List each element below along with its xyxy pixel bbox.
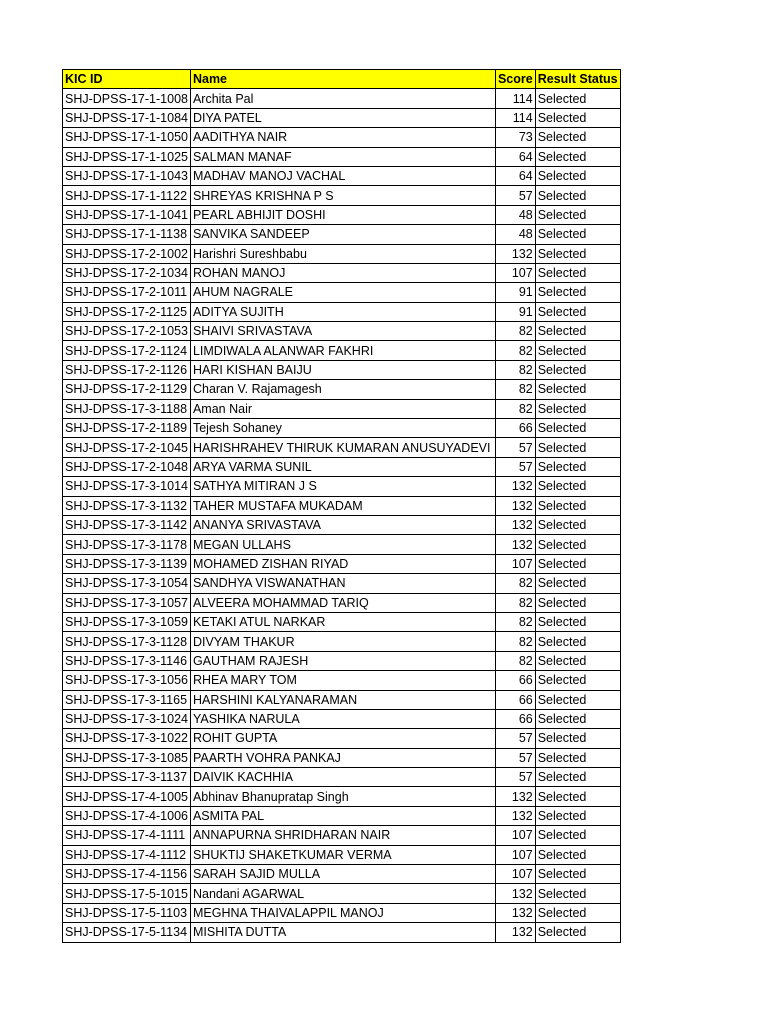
score-cell[interactable]: 132 <box>495 477 535 496</box>
name-cell[interactable]: Aman Nair <box>190 399 495 418</box>
table-body <box>63 89 621 942</box>
score-cell[interactable]: 82 <box>495 632 535 651</box>
table-row <box>63 574 621 593</box>
result-status-cell[interactable]: Selected <box>535 360 620 379</box>
result-status-cell[interactable]: Selected <box>535 477 620 496</box>
name-cell[interactable]: DAIVIK KACHHIA <box>190 768 495 787</box>
name-cell[interactable]: ANANYA SRIVASTAVA <box>190 515 495 534</box>
table-row <box>63 380 621 399</box>
result-status-cell[interactable]: Selected <box>535 419 620 438</box>
result-status-cell[interactable]: Selected <box>535 671 620 690</box>
score-cell[interactable]: 114 <box>495 108 535 127</box>
score-cell[interactable]: 114 <box>495 89 535 108</box>
score-cell[interactable]: 132 <box>495 515 535 534</box>
table-row <box>63 865 621 884</box>
kic-id-cell[interactable]: SHJ-DPSS-17-1-1122 <box>63 186 191 205</box>
result-status-cell[interactable]: Selected <box>535 884 620 903</box>
table-row <box>63 322 621 341</box>
kic-id-cell[interactable]: SHJ-DPSS-17-2-1034 <box>63 263 191 282</box>
table-row <box>63 515 621 534</box>
score-cell[interactable]: 57 <box>495 457 535 476</box>
table-row <box>63 225 621 244</box>
result-status-cell[interactable]: Selected <box>535 632 620 651</box>
table-row <box>63 806 621 825</box>
result-status-cell[interactable]: Selected <box>535 496 620 515</box>
table-row <box>63 477 621 496</box>
table-row <box>63 457 621 476</box>
score-cell[interactable]: 64 <box>495 147 535 166</box>
score-cell[interactable]: 132 <box>495 923 535 942</box>
kic-id-cell[interactable]: SHJ-DPSS-17-2-1124 <box>63 341 191 360</box>
table-row <box>63 903 621 922</box>
kic-id-cell[interactable]: SHJ-DPSS-17-2-1125 <box>63 302 191 321</box>
score-cell[interactable]: 82 <box>495 612 535 631</box>
result-status-cell[interactable]: Selected <box>535 787 620 806</box>
score-cell[interactable]: 82 <box>495 380 535 399</box>
kic-id-cell[interactable]: SHJ-DPSS-17-2-1002 <box>63 244 191 263</box>
score-cell[interactable]: 107 <box>495 865 535 884</box>
kic-id-cell[interactable]: SHJ-DPSS-17-2-1045 <box>63 438 191 457</box>
name-cell[interactable]: HARISHRAHEV THIRUK KUMARAN ANUSUYADEVI <box>190 438 495 457</box>
result-status-cell[interactable]: Selected <box>535 128 620 147</box>
name-cell[interactable]: SARAH SAJID MULLA <box>190 865 495 884</box>
kic-id-cell[interactable]: SHJ-DPSS-17-3-1178 <box>63 535 191 554</box>
kic-id-cell[interactable]: SHJ-DPSS-17-2-1048 <box>63 457 191 476</box>
table-row <box>63 244 621 263</box>
result-status-cell[interactable]: Selected <box>535 457 620 476</box>
table-row <box>63 554 621 573</box>
score-cell[interactable]: 107 <box>495 845 535 864</box>
kic-id-cell[interactable]: SHJ-DPSS-17-3-1014 <box>63 477 191 496</box>
score-cell[interactable]: 132 <box>495 535 535 554</box>
kic-id-cell[interactable]: SHJ-DPSS-17-3-1128 <box>63 632 191 651</box>
header-row <box>63 70 621 89</box>
table-row <box>63 302 621 321</box>
result-status-cell[interactable]: Selected <box>535 574 620 593</box>
table-row <box>63 438 621 457</box>
score-cell[interactable]: 48 <box>495 225 535 244</box>
score-cell[interactable]: 57 <box>495 729 535 748</box>
score-cell[interactable]: 82 <box>495 360 535 379</box>
header-name[interactable]: Name <box>190 70 495 89</box>
kic-id-cell[interactable]: SHJ-DPSS-17-3-1139 <box>63 554 191 573</box>
table-row <box>63 263 621 282</box>
kic-id-cell[interactable]: SHJ-DPSS-17-3-1056 <box>63 671 191 690</box>
result-status-cell[interactable]: Selected <box>535 341 620 360</box>
table-row <box>63 690 621 709</box>
name-cell[interactable]: GAUTHAM RAJESH <box>190 651 495 670</box>
name-cell[interactable]: MEGAN ULLAHS <box>190 535 495 554</box>
score-cell[interactable]: 91 <box>495 302 535 321</box>
name-cell[interactable]: SANVIKA SANDEEP <box>190 225 495 244</box>
kic-id-cell[interactable]: SHJ-DPSS-17-4-1006 <box>63 806 191 825</box>
table-row <box>63 89 621 108</box>
table-row <box>63 593 621 612</box>
kic-id-cell[interactable]: SHJ-DPSS-17-3-1057 <box>63 593 191 612</box>
score-cell[interactable]: 132 <box>495 496 535 515</box>
table-row <box>63 186 621 205</box>
header-kic-id[interactable]: KIC ID <box>63 70 191 89</box>
result-status-cell[interactable]: Selected <box>535 186 620 205</box>
table-row <box>63 283 621 302</box>
header-score[interactable]: Score <box>495 70 535 89</box>
kic-id-cell[interactable]: SHJ-DPSS-17-5-1103 <box>63 903 191 922</box>
kic-id-cell[interactable]: SHJ-DPSS-17-1-1008 <box>63 89 191 108</box>
kic-id-cell[interactable]: SHJ-DPSS-17-2-1053 <box>63 322 191 341</box>
name-cell[interactable]: PEARL ABHIJIT DOSHI <box>190 205 495 224</box>
table-row <box>63 108 621 127</box>
table-row <box>63 399 621 418</box>
result-status-cell[interactable]: Selected <box>535 768 620 787</box>
result-status-cell[interactable]: Selected <box>535 283 620 302</box>
score-cell[interactable]: 66 <box>495 671 535 690</box>
name-cell[interactable]: SHAIVI SRIVASTAVA <box>190 322 495 341</box>
score-cell[interactable]: 82 <box>495 574 535 593</box>
kic-id-cell[interactable]: SHJ-DPSS-17-2-1126 <box>63 360 191 379</box>
name-cell[interactable]: Harishri Sureshbabu <box>190 244 495 263</box>
kic-id-cell[interactable]: SHJ-DPSS-17-1-1084 <box>63 108 191 127</box>
score-cell[interactable]: 57 <box>495 748 535 767</box>
name-cell[interactable]: RHEA MARY TOM <box>190 671 495 690</box>
table-row <box>63 748 621 767</box>
score-cell[interactable]: 107 <box>495 554 535 573</box>
name-cell[interactable]: ALVEERA MOHAMMAD TARIQ <box>190 593 495 612</box>
result-status-cell[interactable]: Selected <box>535 147 620 166</box>
name-cell[interactable]: KETAKI ATUL NARKAR <box>190 612 495 631</box>
name-cell[interactable]: MOHAMED ZISHAN RIYAD <box>190 554 495 573</box>
score-cell[interactable]: 132 <box>495 787 535 806</box>
name-cell[interactable]: AHUM NAGRALE <box>190 283 495 302</box>
name-cell[interactable]: ANNAPURNA SHRIDHARAN NAIR <box>190 826 495 845</box>
kic-id-cell[interactable]: SHJ-DPSS-17-3-1137 <box>63 768 191 787</box>
score-cell[interactable]: 82 <box>495 651 535 670</box>
table-row <box>63 205 621 224</box>
score-cell[interactable]: 107 <box>495 826 535 845</box>
kic-id-cell[interactable]: SHJ-DPSS-17-5-1015 <box>63 884 191 903</box>
kic-id-cell[interactable]: SHJ-DPSS-17-2-1011 <box>63 283 191 302</box>
score-cell[interactable]: 132 <box>495 806 535 825</box>
name-cell[interactable]: SATHYA MITIRAN J S <box>190 477 495 496</box>
result-status-cell[interactable]: Selected <box>535 748 620 767</box>
table-row <box>63 341 621 360</box>
name-cell[interactable]: Tejesh Sohaney <box>190 419 495 438</box>
result-status-cell[interactable]: Selected <box>535 438 620 457</box>
table-row <box>63 768 621 787</box>
name-cell[interactable]: PAARTH VOHRA PANKAJ <box>190 748 495 767</box>
score-cell[interactable]: 66 <box>495 690 535 709</box>
result-status-cell[interactable]: Selected <box>535 515 620 534</box>
result-status-cell[interactable]: Selected <box>535 612 620 631</box>
name-cell[interactable]: HARSHINI KALYANARAMAN <box>190 690 495 709</box>
score-cell[interactable]: 107 <box>495 263 535 282</box>
header-result-status[interactable]: Result Status <box>535 70 620 89</box>
score-cell[interactable]: 132 <box>495 903 535 922</box>
result-status-cell[interactable]: Selected <box>535 845 620 864</box>
table-row <box>63 496 621 515</box>
name-cell[interactable]: MEGHNA THAIVALAPPIL MANOJ <box>190 903 495 922</box>
result-status-cell[interactable]: Selected <box>535 923 620 942</box>
kic-id-cell[interactable]: SHJ-DPSS-17-3-1059 <box>63 612 191 631</box>
kic-id-cell[interactable]: SHJ-DPSS-17-3-1022 <box>63 729 191 748</box>
result-status-cell[interactable]: Selected <box>535 729 620 748</box>
name-cell[interactable]: AADITHYA NAIR <box>190 128 495 147</box>
result-status-cell[interactable]: Selected <box>535 865 620 884</box>
table-row <box>63 845 621 864</box>
result-status-cell[interactable]: Selected <box>535 225 620 244</box>
kic-id-cell[interactable]: SHJ-DPSS-17-1-1043 <box>63 166 191 185</box>
score-cell[interactable]: 132 <box>495 244 535 263</box>
score-cell[interactable]: 73 <box>495 128 535 147</box>
table-row <box>63 884 621 903</box>
kic-id-cell[interactable]: SHJ-DPSS-17-3-1142 <box>63 515 191 534</box>
score-cell[interactable]: 57 <box>495 186 535 205</box>
name-cell[interactable]: MISHITA DUTTA <box>190 923 495 942</box>
result-status-cell[interactable]: Selected <box>535 535 620 554</box>
name-cell[interactable]: YASHIKA NARULA <box>190 709 495 728</box>
name-cell[interactable]: ARYA VARMA SUNIL <box>190 457 495 476</box>
score-cell[interactable]: 48 <box>495 205 535 224</box>
name-cell[interactable]: ADITYA SUJITH <box>190 302 495 321</box>
result-status-cell[interactable]: Selected <box>535 806 620 825</box>
kic-id-cell[interactable]: SHJ-DPSS-17-1-1025 <box>63 147 191 166</box>
kic-id-cell[interactable]: SHJ-DPSS-17-3-1024 <box>63 709 191 728</box>
kic-id-cell[interactable]: SHJ-DPSS-17-3-1146 <box>63 651 191 670</box>
result-status-cell[interactable]: Selected <box>535 89 620 108</box>
score-cell[interactable]: 57 <box>495 768 535 787</box>
score-cell[interactable]: 57 <box>495 438 535 457</box>
kic-id-cell[interactable]: SHJ-DPSS-17-1-1138 <box>63 225 191 244</box>
result-status-cell[interactable]: Selected <box>535 322 620 341</box>
table-row <box>63 419 621 438</box>
kic-id-cell[interactable]: SHJ-DPSS-17-3-1188 <box>63 399 191 418</box>
table-row <box>63 632 621 651</box>
result-status-cell[interactable]: Selected <box>535 205 620 224</box>
name-cell[interactable]: Charan V. Rajamagesh <box>190 380 495 399</box>
score-cell[interactable]: 64 <box>495 166 535 185</box>
score-cell[interactable]: 82 <box>495 341 535 360</box>
name-cell[interactable]: SALMAN MANAF <box>190 147 495 166</box>
result-status-cell[interactable]: Selected <box>535 593 620 612</box>
name-cell[interactable]: SHUKTIJ SHAKETKUMAR VERMA <box>190 845 495 864</box>
table-row <box>63 709 621 728</box>
score-cell[interactable]: 66 <box>495 419 535 438</box>
name-cell[interactable]: MADHAV MANOJ VACHAL <box>190 166 495 185</box>
result-status-cell[interactable]: Selected <box>535 166 620 185</box>
name-cell[interactable]: DIYA PATEL <box>190 108 495 127</box>
name-cell[interactable]: TAHER MUSTAFA MUKADAM <box>190 496 495 515</box>
score-cell[interactable]: 66 <box>495 709 535 728</box>
kic-id-cell[interactable]: SHJ-DPSS-17-2-1129 <box>63 380 191 399</box>
result-status-cell[interactable]: Selected <box>535 690 620 709</box>
result-status-cell[interactable]: Selected <box>535 709 620 728</box>
score-cell[interactable]: 91 <box>495 283 535 302</box>
score-cell[interactable]: 82 <box>495 322 535 341</box>
table-row <box>63 535 621 554</box>
result-status-cell[interactable]: Selected <box>535 651 620 670</box>
name-cell[interactable]: ROHIT GUPTA <box>190 729 495 748</box>
name-cell[interactable]: SANDHYA VISWANATHAN <box>190 574 495 593</box>
name-cell[interactable]: ASMITA PAL <box>190 806 495 825</box>
table-row <box>63 729 621 748</box>
result-status-cell[interactable]: Selected <box>535 108 620 127</box>
table-row <box>63 671 621 690</box>
kic-id-cell[interactable]: SHJ-DPSS-17-3-1165 <box>63 690 191 709</box>
table-row <box>63 787 621 806</box>
kic-id-cell[interactable]: SHJ-DPSS-17-3-1054 <box>63 574 191 593</box>
result-status-cell[interactable]: Selected <box>535 380 620 399</box>
result-status-cell[interactable]: Selected <box>535 263 620 282</box>
result-status-cell[interactable]: Selected <box>535 399 620 418</box>
kic-id-cell[interactable]: SHJ-DPSS-17-4-1111 <box>63 826 191 845</box>
kic-id-cell[interactable]: SHJ-DPSS-17-5-1134 <box>63 923 191 942</box>
table-row <box>63 826 621 845</box>
name-cell[interactable]: Abhinav Bhanupratap Singh <box>190 787 495 806</box>
name-cell[interactable]: Nandani AGARWAL <box>190 884 495 903</box>
name-cell[interactable]: DIVYAM THAKUR <box>190 632 495 651</box>
table-row <box>63 166 621 185</box>
kic-id-cell[interactable]: SHJ-DPSS-17-3-1132 <box>63 496 191 515</box>
result-status-cell[interactable]: Selected <box>535 302 620 321</box>
results-table <box>62 69 621 943</box>
name-cell[interactable]: HARI KISHAN BAIJU <box>190 360 495 379</box>
kic-id-cell[interactable]: SHJ-DPSS-17-4-1112 <box>63 845 191 864</box>
kic-id-cell[interactable]: SHJ-DPSS-17-4-1156 <box>63 865 191 884</box>
table-row <box>63 360 621 379</box>
table-row <box>63 147 621 166</box>
table-row <box>63 923 621 942</box>
table-row <box>63 612 621 631</box>
kic-id-cell[interactable]: SHJ-DPSS-17-1-1041 <box>63 205 191 224</box>
name-cell[interactable]: Archita Pal <box>190 89 495 108</box>
kic-id-cell[interactable]: SHJ-DPSS-17-4-1005 <box>63 787 191 806</box>
table-row <box>63 651 621 670</box>
kic-id-cell[interactable]: SHJ-DPSS-17-1-1050 <box>63 128 191 147</box>
result-status-cell[interactable]: Selected <box>535 903 620 922</box>
table-row <box>63 128 621 147</box>
result-status-cell[interactable]: Selected <box>535 244 620 263</box>
name-cell[interactable]: SHREYAS KRISHNA P S <box>190 186 495 205</box>
score-cell[interactable]: 82 <box>495 399 535 418</box>
name-cell[interactable]: LIMDIWALA ALANWAR FAKHRI <box>190 341 495 360</box>
name-cell[interactable]: ROHAN MANOJ <box>190 263 495 282</box>
kic-id-cell[interactable]: SHJ-DPSS-17-2-1189 <box>63 419 191 438</box>
result-status-cell[interactable]: Selected <box>535 826 620 845</box>
result-status-cell[interactable]: Selected <box>535 554 620 573</box>
score-cell[interactable]: 82 <box>495 593 535 612</box>
score-cell[interactable]: 132 <box>495 884 535 903</box>
kic-id-cell[interactable]: SHJ-DPSS-17-3-1085 <box>63 748 191 767</box>
